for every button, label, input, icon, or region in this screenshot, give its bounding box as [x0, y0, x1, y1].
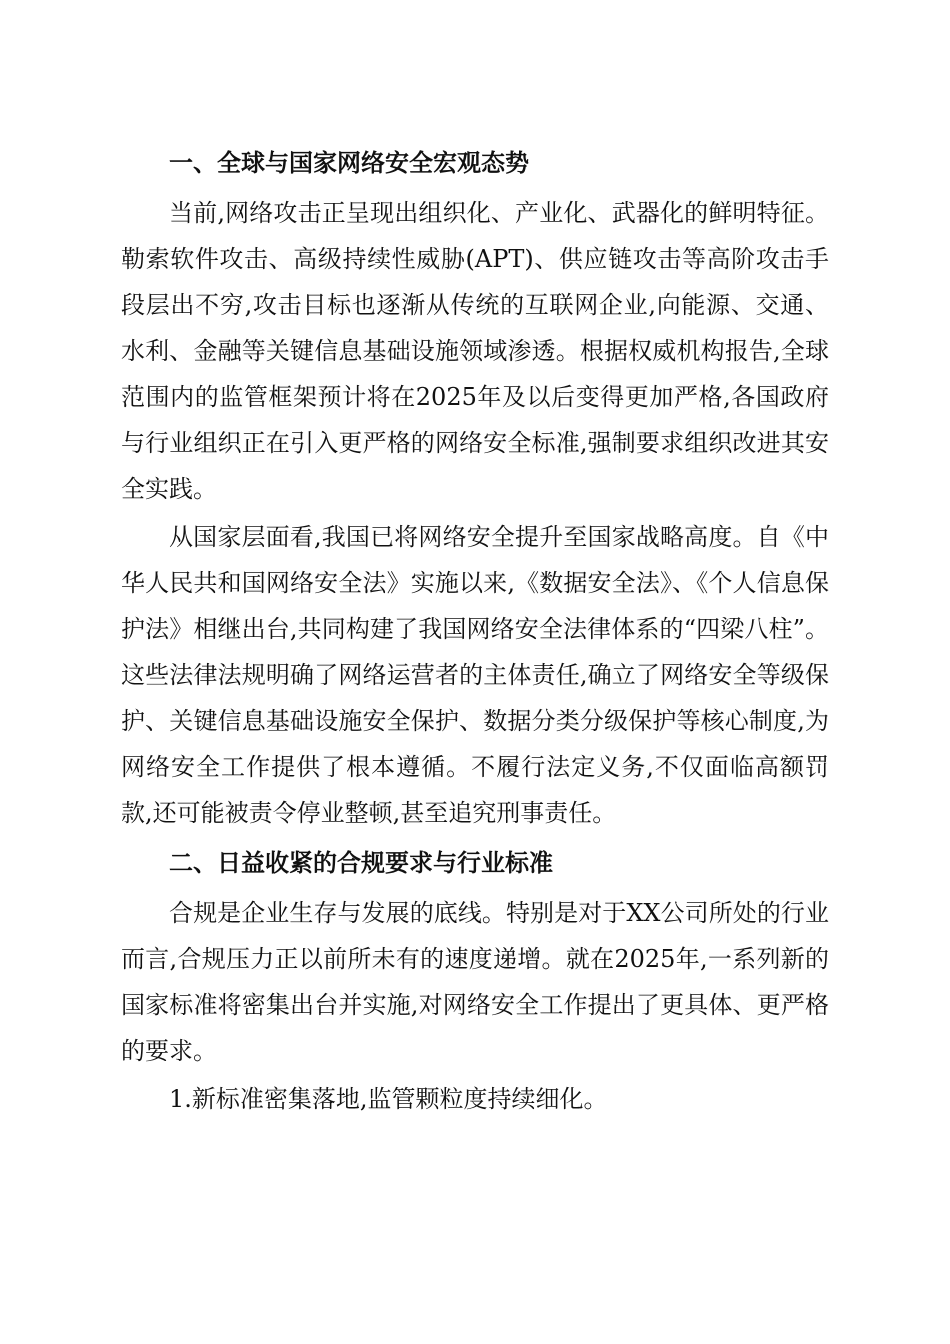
paragraph-global-threats: 当前,网络攻击正呈现出组织化、产业化、武器化的鲜明特征。勒索软件攻击、高级持续性威胁(APT)、供应链攻击等高阶攻击手段层出不穷,攻击目标也逐渐从传统的互联网企业,向能源、交通、水利、金融等关键信息基础设施领域渗透。根据权威机构报告,全球范围内的监管框架预计将在2025年及以后变得更加严格,各国政府与行业组织正在引入更严格的网络安全标准,强制要求组织改进其安全实践。 [121, 199, 829, 503]
document-body [121, 142, 829, 1122]
paragraph-national-law: 从国家层面看,我国已将网络安全提升至国家战略高度。自《中华人民共和国网络安全法》实施以来,《数据安全法》、《个人信息保护法》相继出台,共同构建了我国网络安全法律体系的“四梁八柱”。这些法律法规明确了网络运营者的主体责任,确立了网络安全等级保护、关键信息基础设施安全保护、数据分类分级保护等核心制度,为网络安全工作提供了根本遵循。不履行法定义务,不仅面临高额罚款,还可能被责令停业整顿,甚至追究刑事责任。 [121, 523, 829, 827]
paragraph-compliance: 合规是企业生存与发展的底线。特别是对于XX公司所处的行业而言,合规压力正以前所未有的速度递增。就在2025年,一系列新的国家标准将密集出台并实施,对网络安全工作提出了更具体、更严格的要求。 [121, 899, 829, 1065]
section-heading-2: 二、日益收紧的合规要求与行业标准 [169, 849, 553, 877]
list-item-new-standards: 1.新标准密集落地,监管颗粒度持续细化。 [169, 1085, 608, 1113]
section-heading-1: 一、全球与国家网络安全宏观态势 [169, 149, 529, 177]
